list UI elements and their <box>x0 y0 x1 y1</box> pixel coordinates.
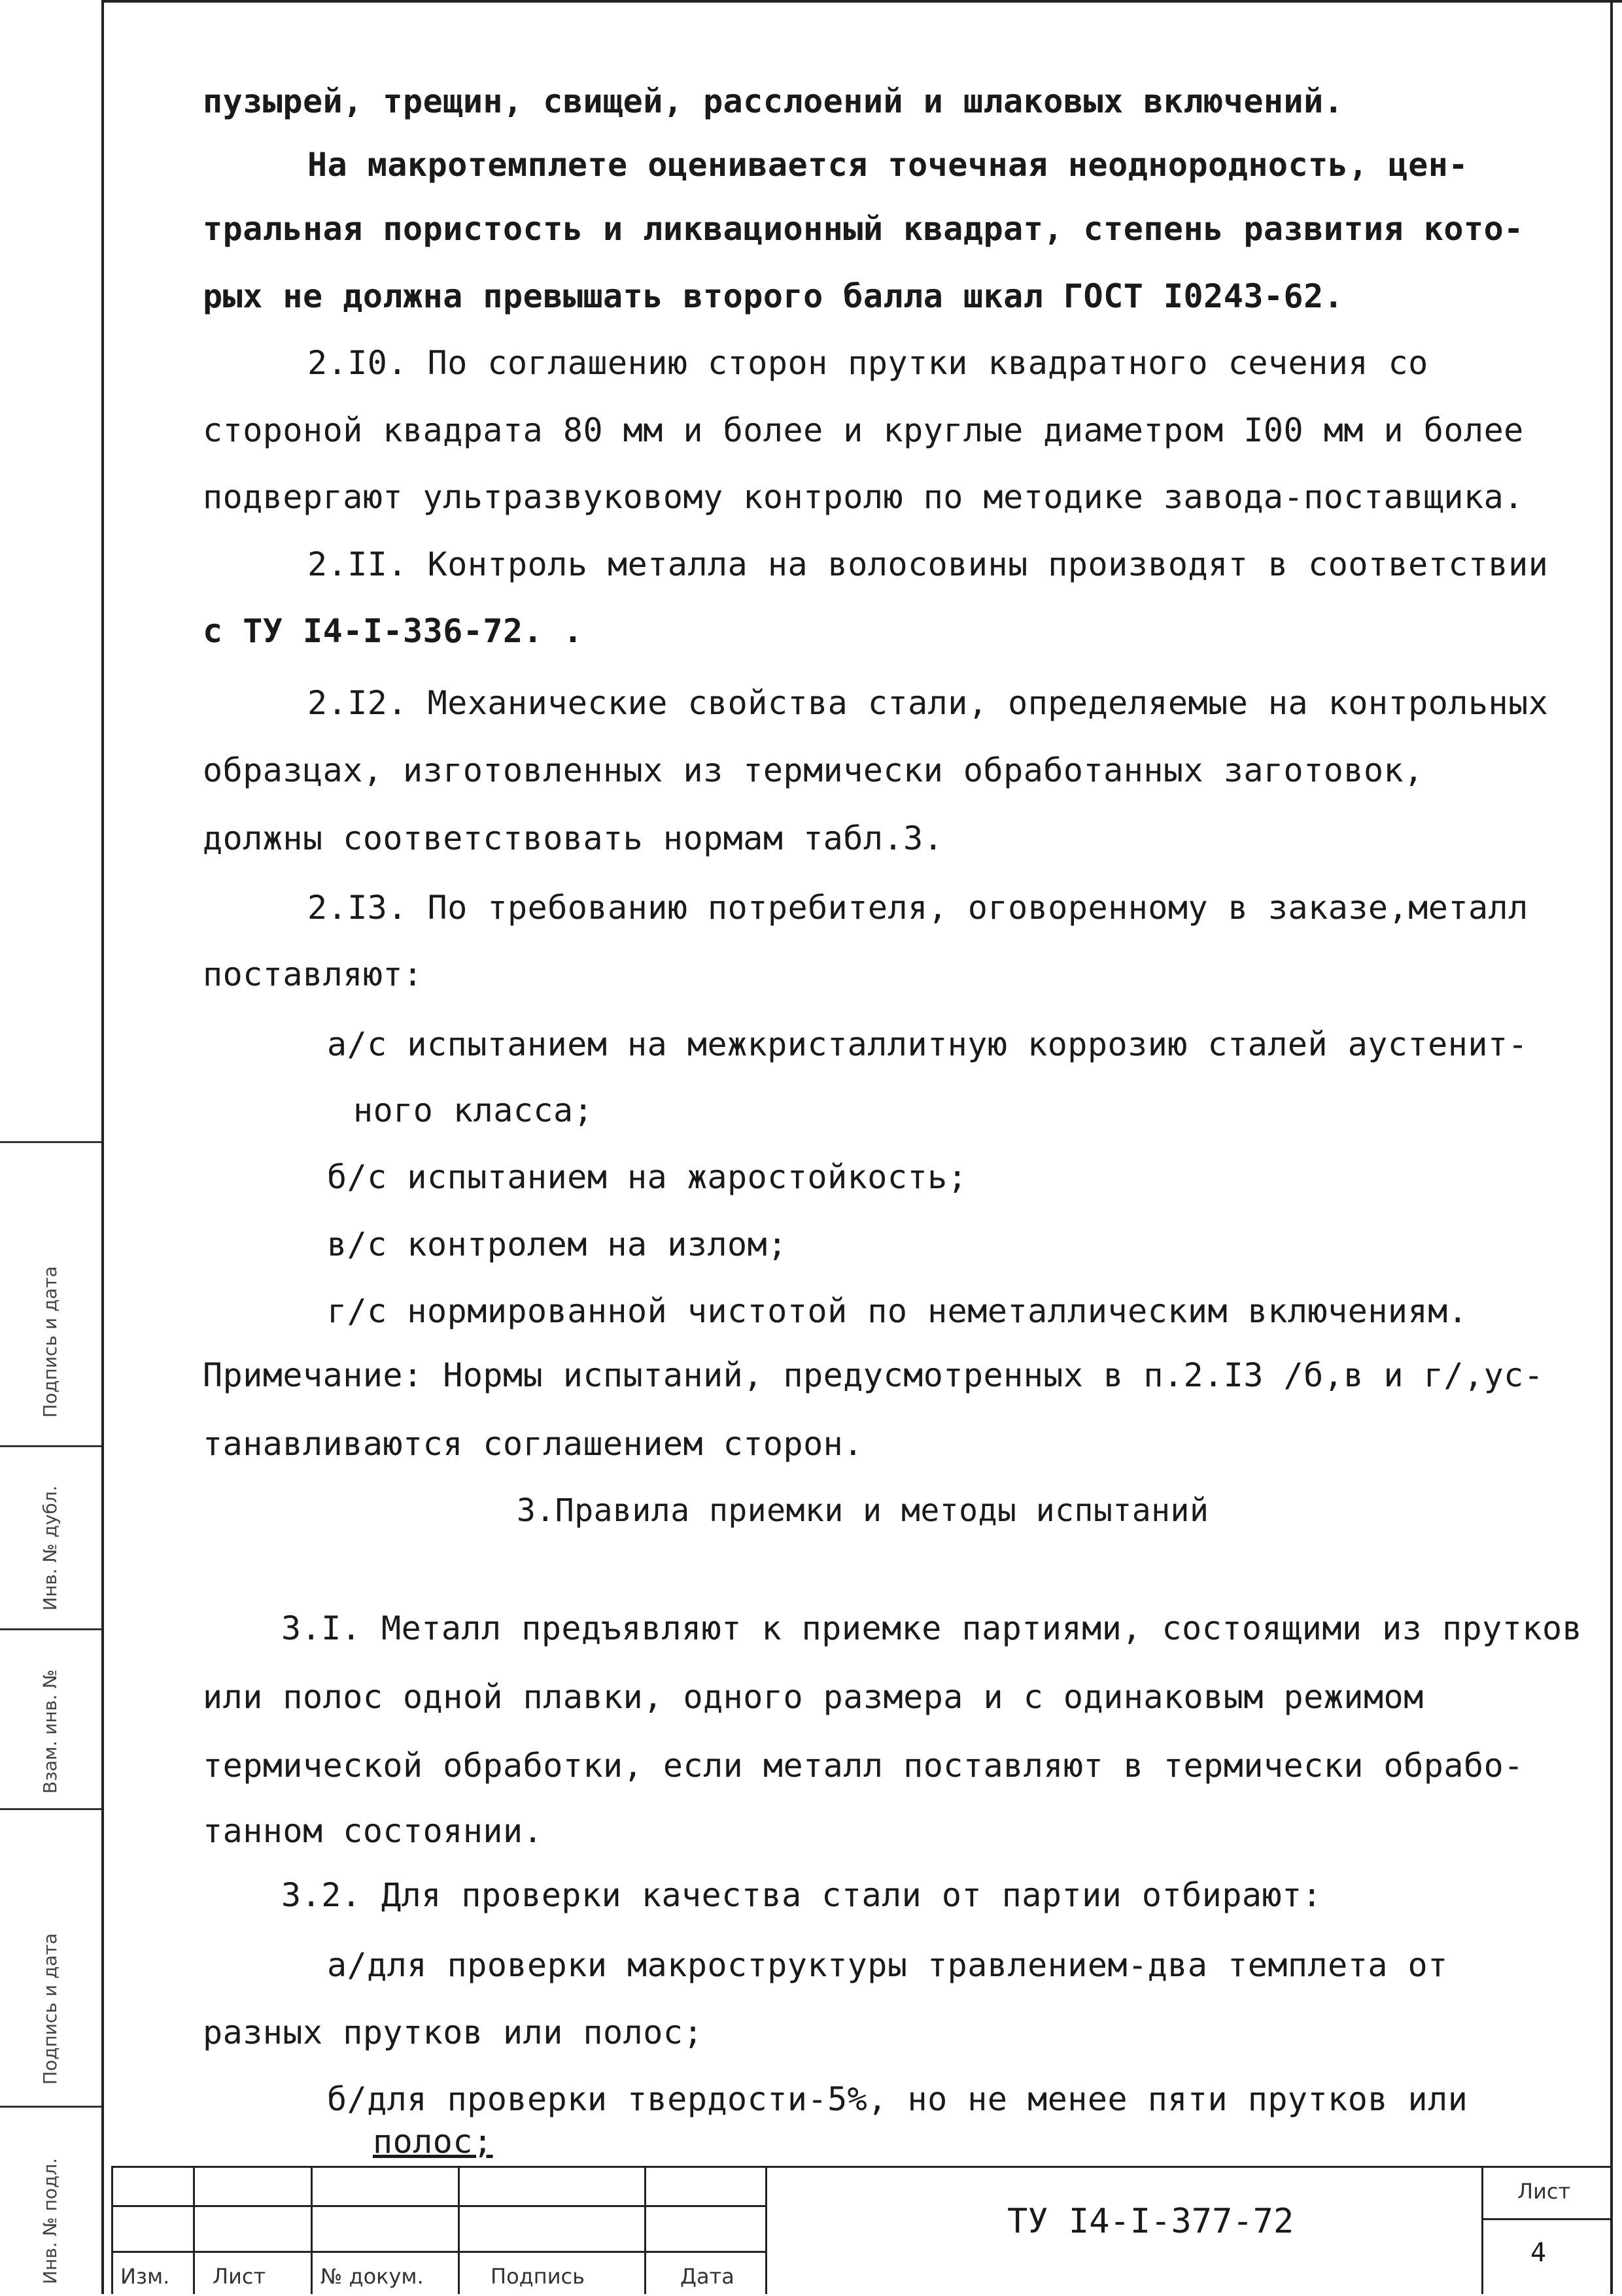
title-block-rule <box>1481 2218 1610 2220</box>
side-stamp-label: Подпись и дата <box>39 1933 61 2085</box>
text-line: а/для проверки макроструктуры травлением-два темплета от <box>327 1946 1448 1984</box>
text-line: пузырей, трещин, свищей, расслоений и шлаковых включений. <box>203 82 1344 120</box>
text-line: рых не должна превышать второго балла шкал ГОСТ I0243-62. <box>203 277 1344 315</box>
col-label-doc-number: № докум. <box>320 2264 424 2289</box>
text-line: 2.II. Контроль металла на волосовины производят в соответствии <box>307 545 1549 583</box>
frame-left-border <box>101 0 104 2294</box>
col-label-change: Изм. <box>120 2264 170 2289</box>
side-stamp-cell <box>0 1628 101 1810</box>
text-line: образцах, изготовленных из термически обработанных заготовок, <box>203 751 1424 789</box>
section-heading: 3.Правила приемки и методы испытаний <box>517 1492 1209 1529</box>
side-stamp-column <box>0 1141 101 2294</box>
text-line: б/для проверки твердости-5%, но не менее пяти прутков или <box>327 2080 1468 2118</box>
text-line: б/с испытанием на жаростойкость; <box>327 1158 968 1196</box>
frame-right-border <box>1610 0 1613 2294</box>
text-line: г/с нормированной чистотой по неметаллическим включениям. <box>327 1292 1468 1330</box>
side-stamp-cell <box>0 1445 101 1630</box>
frame-top-border <box>101 0 1622 3</box>
side-stamp-label: Инв. № подл. <box>39 2157 61 2284</box>
side-stamp-cell <box>0 2106 101 2296</box>
text-line: термической обработки, если металл поставляют в термически обрабо- <box>203 1747 1524 1785</box>
text-line: 2.I0. По соглашению сторон прутки квадратного сечения со <box>307 344 1428 382</box>
col-label-sheet: Лист <box>213 2264 266 2289</box>
text-line: танавливаются соглашением сторон. <box>203 1425 863 1463</box>
title-block-rule <box>111 2205 765 2207</box>
text-line: подвергают ультразвуковому контролю по методике завода-поставщика. <box>203 478 1524 516</box>
title-block-rule <box>193 2166 195 2294</box>
text-line: или полос одной плавки, одного размера и с одинаковым режимом <box>203 1678 1424 1716</box>
text-line: полос; <box>373 2123 493 2161</box>
document-number: ТУ I4-I-377-72 <box>1007 2202 1294 2241</box>
sheet-label: Лист <box>1517 2179 1571 2204</box>
title-block-rule <box>311 2166 313 2294</box>
title-block-rule <box>111 2166 1610 2168</box>
text-line: стороной квадрата 80 мм и более и круглые диаметром I00 мм и более <box>203 411 1524 449</box>
text-line: поставляют: <box>203 955 423 993</box>
text-line: На макротемплете оценивается точечная неоднородность, цен- <box>307 146 1468 184</box>
title-block-rule <box>111 2251 765 2253</box>
text-line: 3.I. Металл предъявляют к приемке партиями, состоящими из прутков <box>281 1609 1583 1647</box>
col-label-signature: Подпись <box>491 2264 585 2289</box>
text-line: должны соответствовать нормам табл.3. <box>203 819 944 857</box>
title-block-rule <box>1481 2166 1483 2294</box>
side-stamp-label: Взам. инв. № <box>39 1669 61 1794</box>
text-line: танном состоянии. <box>203 1812 544 1850</box>
sheet-number: 4 <box>1530 2238 1547 2268</box>
text-line: в/с контролем на излом; <box>327 1225 787 1263</box>
text-line: ного класса; <box>353 1091 594 1129</box>
title-block-rule <box>765 2166 767 2294</box>
text-line: разных прутков или полос; <box>203 2013 704 2051</box>
text-line: 3.2. Для проверки качества стали от партии отбирают: <box>281 1876 1322 1914</box>
side-stamp-cell <box>0 1141 101 1447</box>
text-line: 2.I3. По требованию потребителя, оговоренному в заказе,металл <box>307 889 1528 927</box>
title-block-rule <box>458 2166 460 2294</box>
title-block <box>111 2166 1610 2294</box>
text-line: с ТУ I4-I-336-72. . <box>203 612 583 650</box>
side-stamp-label: Подпись и дата <box>39 1266 61 1418</box>
text-line: Примечание: Нормы испытаний, предусмотренных в п.2.I3 /б,в и г/,ус- <box>203 1356 1544 1394</box>
text-line: тральная пористость и ликвационный квадрат, степень развития кото- <box>203 210 1524 248</box>
title-block-rule <box>111 2166 113 2294</box>
col-label-date: Дата <box>680 2264 734 2289</box>
title-block-rule <box>644 2166 646 2294</box>
text-line: 2.I2. Механические свойства стали, определяемые на контрольных <box>307 684 1549 722</box>
side-stamp-label: Инв. № дубл. <box>39 1485 61 1611</box>
text-line: а/с испытанием на межкристаллитную коррозию сталей аустенит- <box>327 1025 1528 1063</box>
side-stamp-cell <box>0 1808 101 2108</box>
